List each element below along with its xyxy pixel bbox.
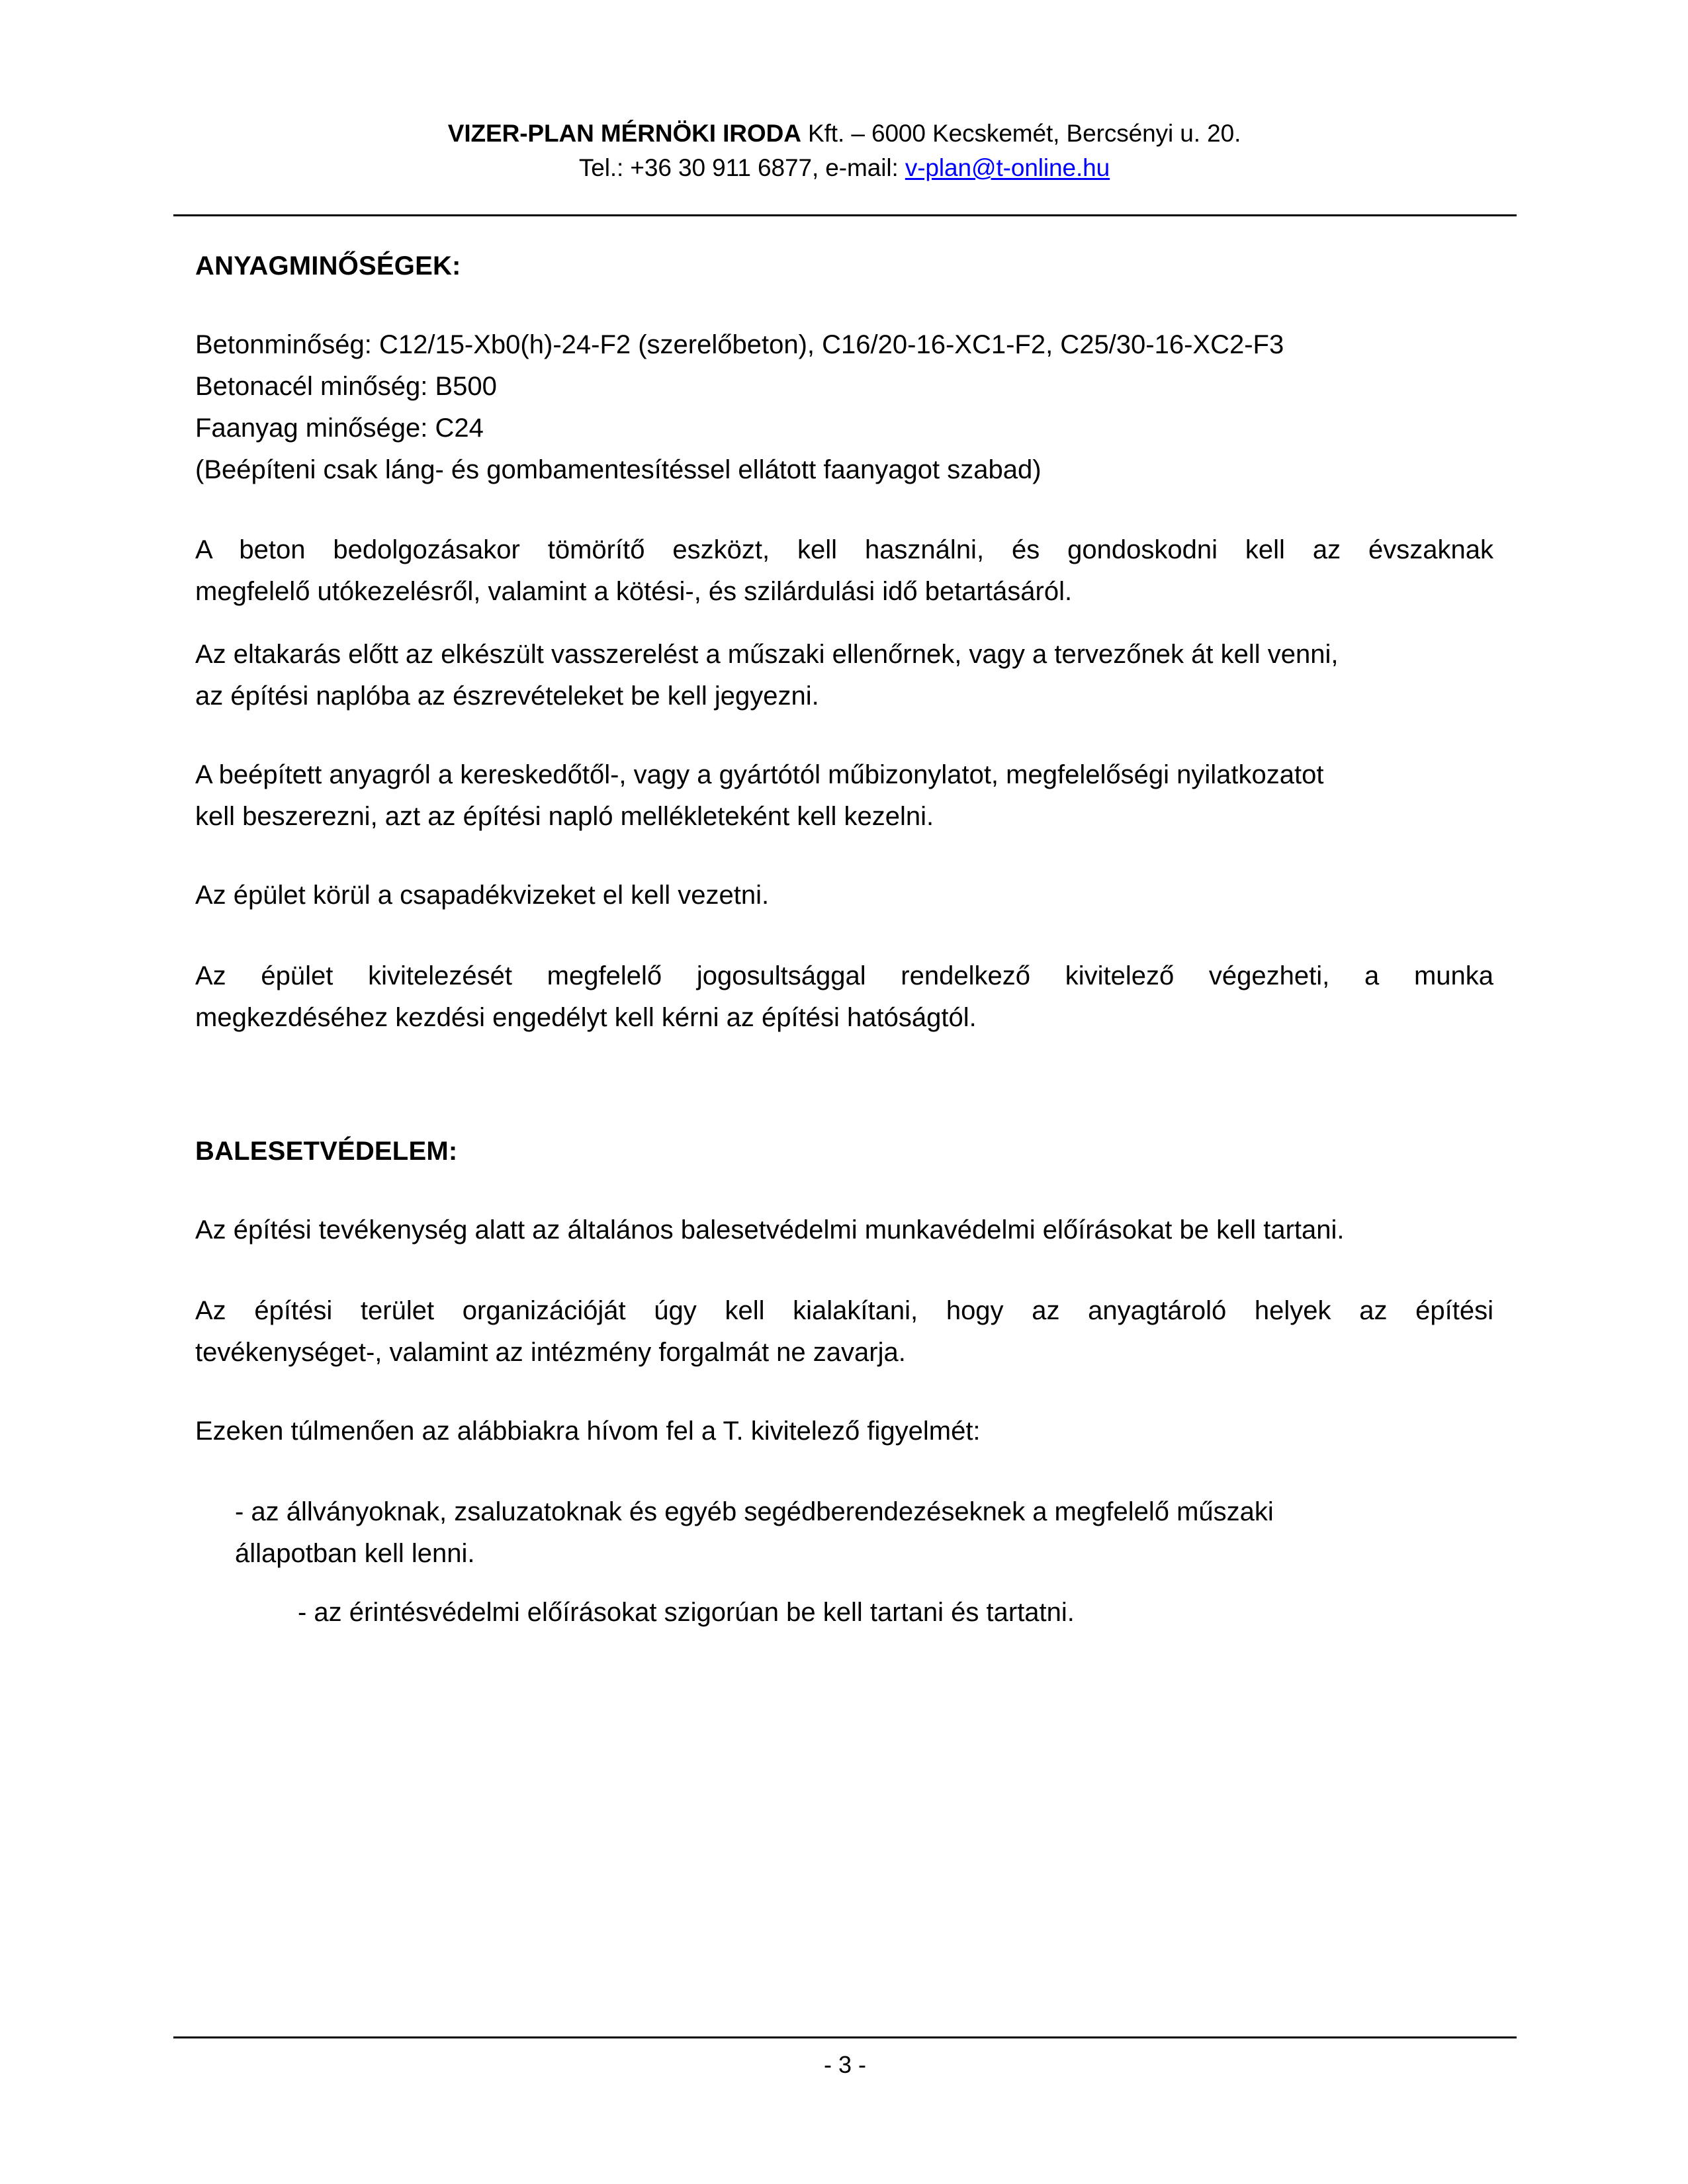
header-company-line bbox=[173, 116, 1515, 151]
footer-divider bbox=[173, 2036, 1517, 2038]
materials-paragraph-4-line-1: Az épület körül a csapadékvizeket el kell vezetni. bbox=[195, 881, 770, 910]
materials-paragraph-5-line-2: megkezdéséhez kezdési engedélyt kell kérni az építési hatóságtól. bbox=[195, 1003, 977, 1032]
company-address: Kft. – 6000 Kecskemét, Bercsényi u. 20. bbox=[801, 120, 1241, 147]
safety-paragraph-3-line-1: Ezeken túlmenően az alábbiakra hívom fel a T. kivitelező figyelmét: bbox=[195, 1417, 981, 1446]
materials-paragraph-2-line-2: az építési naplóba az észrevételeket be kell jegyezni. bbox=[195, 681, 819, 711]
spec-line-timber-note: (Beépíteni csak láng- és gombamentesítéssel ellátott faanyagot szabad) bbox=[195, 455, 1042, 484]
materials-paragraph-1 bbox=[195, 529, 1493, 613]
contact-phone-label: Tel.: +36 30 911 6877, e-mail: bbox=[578, 154, 905, 181]
safety-paragraph-1-line-1: Az építési tevékenység alatt az általános balesetvédelmi munkavédelmi előírásokat be kell tartani. bbox=[195, 1215, 1345, 1245]
safety-bullet-1 bbox=[235, 1491, 1360, 1575]
safety-paragraph-2-line-2: tevékenységet-, valamint az intézmény forgalmát ne zavarja. bbox=[195, 1338, 906, 1367]
email-link[interactable]: v-plan@t-online.hu bbox=[905, 154, 1110, 181]
materials-paragraph-2-line-1: Az eltakarás előtt az elkészült vasszerelést a műszaki ellenőrnek, vagy a tervezőnek át kell venni, bbox=[195, 640, 1339, 669]
materials-paragraph-3-line-2: kell beszerezni, azt az építési napló mellékleteként kell kezelni. bbox=[195, 802, 934, 831]
materials-paragraph-1-line-1: A beton bedolgozásakor tömörítő eszközt, kell használni, és gondoskodni kell az évszaknak bbox=[195, 535, 1493, 564]
materials-paragraph-4 bbox=[195, 875, 1493, 916]
safety-paragraph-2-line-1: Az építési terület organizációját úgy kell kialakítani, hogy az anyagtároló helyek az építési bbox=[195, 1296, 1493, 1325]
safety-paragraph-2 bbox=[195, 1290, 1493, 1374]
materials-paragraph-5-line-1: Az épület kivitelezését megfelelő jogosultsággal rendelkező kivitelező végezheti, a munka bbox=[195, 961, 1493, 990]
materials-paragraph-2 bbox=[195, 634, 1493, 717]
page-number: - 3 - bbox=[823, 2051, 866, 2078]
safety-bullet-2 bbox=[298, 1592, 1493, 1634]
section-heading-materials: ANYAGMINŐSÉGEK: bbox=[195, 251, 461, 281]
section-heading-safety: BALESETVÉDELEM: bbox=[195, 1137, 458, 1166]
safety-bullet-2-wrap bbox=[195, 1592, 1493, 1634]
safety-bullet-1-line-1: - az állványoknak, zsaluzatoknak és egyéb segédberendezéseknek a megfelelő műszaki bbox=[235, 1497, 1274, 1526]
materials-spec-list bbox=[195, 324, 1493, 491]
safety-paragraph-3 bbox=[195, 1411, 1493, 1452]
header-divider bbox=[173, 214, 1517, 216]
spec-line-rebar: Betonacél minőség: B500 bbox=[195, 372, 497, 401]
materials-paragraph-1-line-2: megfelelő utókezelésről, valamint a kötési-, és szilárdulási idő betartásáról. bbox=[195, 577, 1073, 606]
safety-bullet-1-line-2: állapotban kell lenni. bbox=[235, 1539, 475, 1568]
materials-paragraph-3 bbox=[195, 754, 1493, 838]
page-header bbox=[173, 116, 1515, 185]
safety-bullet-2-line-1: - az érintésvédelmi előírásokat szigorúan be kell tartani és tartatni. bbox=[298, 1598, 1075, 1627]
spec-line-timber: Faanyag minősége: C24 bbox=[195, 414, 484, 443]
safety-bullet-1-wrap bbox=[195, 1491, 1493, 1575]
safety-paragraph-1 bbox=[195, 1209, 1493, 1251]
materials-paragraph-3-line-1: A beépített anyagról a kereskedőtől-, vagy a gyártótól műbizonylatot, megfelelőségi nyilatkozatot bbox=[195, 760, 1324, 789]
spec-line-concrete: Betonminőség: C12/15-Xb0(h)-24-F2 (szerelőbeton), C16/20-16-XC1-F2, C25/30-16-XC2-F3 bbox=[195, 330, 1284, 359]
company-name: VIZER-PLAN MÉRNÖKI IRODA bbox=[447, 120, 801, 147]
header-contact-line bbox=[173, 151, 1515, 185]
materials-paragraph-5 bbox=[195, 955, 1493, 1039]
